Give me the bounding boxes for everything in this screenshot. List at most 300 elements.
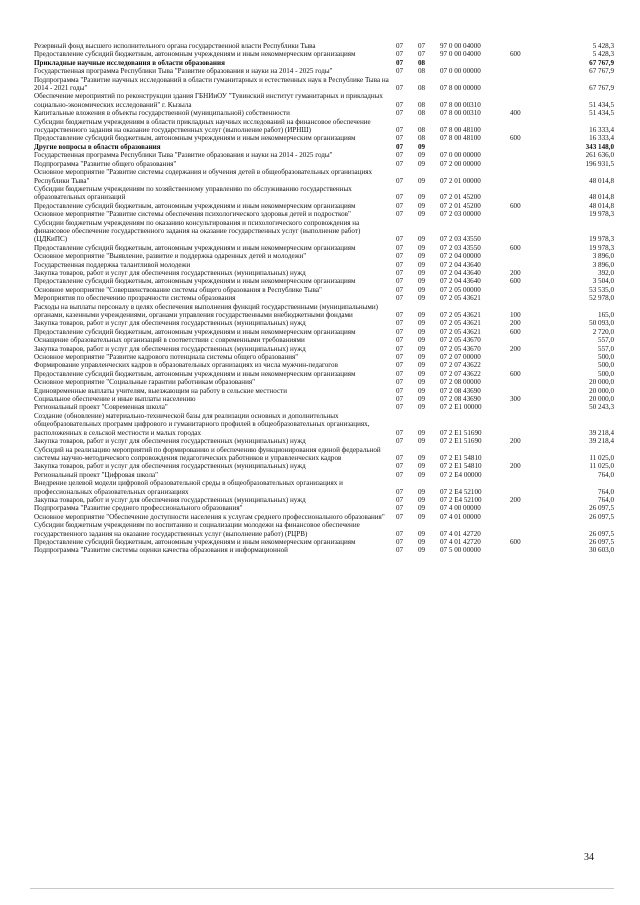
target-article-cell: 07 2 03 43550 — [440, 235, 481, 244]
row-name-cell: Закупка товаров, работ и услуг для обеспечения государственных (муниципальных) нужд — [34, 462, 306, 471]
section-code-cell: 07 — [396, 495, 404, 504]
target-article-cell: 07 2 03 43550 — [440, 243, 481, 252]
target-article-cell: 07 2 01 45200 — [440, 201, 481, 210]
row-name-cell: Капитальные вложения в объекты государственной (муниципальной) собственности — [34, 109, 290, 118]
table-row — [34, 521, 614, 538]
table-row — [34, 412, 614, 437]
row-name-cell: Мероприятия по обеспечению прозрачности системы образования — [34, 294, 236, 303]
table-row — [34, 462, 614, 470]
amount-cell: 11 025,0 — [589, 453, 614, 462]
expense-type-cell: 600 — [510, 201, 521, 210]
expense-type-cell — [510, 513, 544, 521]
expense-type-cell — [510, 151, 544, 159]
section-code-cell: 07 — [396, 311, 404, 319]
table-row — [34, 328, 614, 336]
table-row — [34, 319, 614, 327]
subsection-code-cell: 09 — [418, 378, 426, 387]
section-code-cell: 07 — [396, 403, 404, 412]
target-article-cell: 07 0 00 00000 — [440, 67, 481, 76]
subsection-code-cell: 08 — [418, 67, 426, 76]
target-article-cell: 07 2 04 43640 — [440, 268, 481, 277]
section-code-cell: 07 — [396, 126, 404, 135]
table-row — [34, 504, 614, 512]
expense-type-cell — [510, 67, 544, 75]
section-code-cell: 07 — [396, 193, 404, 202]
section-code-cell: 07 — [396, 353, 404, 362]
section-code-cell: 07 — [396, 453, 404, 462]
row-name-cell: Субсидии бюджетным учреждениям по воспитанию и социализации молодежи на финансовое обеспечение государственного задания на оказание государственных услуг (выполнение работ) (РЦРВ) — [34, 521, 360, 538]
expense-type-cell — [510, 252, 544, 260]
section-code-cell: 07 — [396, 336, 404, 345]
amount-cell: 764,0 — [598, 495, 614, 504]
subsection-code-cell: 09 — [418, 159, 426, 168]
amount-cell: 50 243,3 — [589, 403, 614, 412]
row-name-cell: Подпрограмма "Развитие среднего профессионального образования" — [34, 504, 243, 513]
target-article-cell: 07 2 E1 54810 — [440, 453, 482, 462]
amount-cell: 67 767,9 — [589, 58, 614, 67]
target-article-cell: 07 2 05 43621 — [440, 327, 481, 336]
amount-cell: 51 434,5 — [589, 109, 614, 118]
target-article-cell: 07 2 08 00000 — [440, 378, 481, 387]
section-code-cell: 07 — [396, 294, 404, 303]
amount-cell: 26 097,5 — [589, 512, 614, 521]
amount-cell: 67 767,9 — [589, 67, 614, 76]
table-row — [34, 479, 614, 496]
amount-cell: 52 978,0 — [589, 294, 614, 303]
target-article-cell: 07 4 01 42720 — [440, 529, 481, 538]
subsection-code-cell: 09 — [418, 336, 426, 345]
target-article-cell: 07 8 00 00310 — [440, 109, 481, 118]
expense-type-cell — [510, 92, 544, 109]
budget-table — [34, 42, 614, 555]
row-name-cell: Основное мероприятие "Социальные гарантии работникам образования" — [34, 378, 256, 387]
amount-cell: 261 636,0 — [585, 151, 614, 160]
table-row — [34, 277, 614, 285]
table-row — [34, 446, 614, 463]
subsection-code-cell: 09 — [418, 210, 426, 219]
subsection-code-cell: 09 — [418, 344, 426, 353]
subsection-code-cell: 07 — [418, 50, 426, 59]
table-row — [34, 471, 614, 479]
table-row — [34, 370, 614, 378]
amount-cell: 3 896,0 — [592, 260, 614, 269]
target-article-cell: 97 0 00 04000 — [440, 50, 481, 59]
table-row — [34, 42, 614, 50]
subsection-code-cell: 09 — [418, 201, 426, 210]
amount-cell: 500,0 — [598, 353, 614, 362]
expense-type-cell: 600 — [510, 277, 521, 286]
expense-type-cell — [510, 219, 544, 244]
section-code-cell: 07 — [396, 369, 404, 378]
row-name-cell: Подпрограмма "Развитие общего образования" — [34, 159, 177, 168]
row-name-cell: Основное мероприятие "Обеспечение доступности населения к услугам среднего профессионального образования" — [34, 512, 385, 521]
expense-type-cell — [510, 378, 544, 386]
amount-cell: 557,0 — [598, 336, 614, 345]
row-name-cell: Предоставление субсидий бюджетным, автономным учреждениям и иным некоммерческим организациям — [34, 134, 356, 143]
target-article-cell: 07 2 01 45200 — [440, 193, 481, 202]
target-article-cell: 07 8 00 00000 — [440, 84, 481, 93]
table-row — [34, 118, 614, 135]
row-name-cell: Закупка товаров, работ и услуг для обеспечения государственных (муниципальных) нужд — [34, 437, 306, 446]
section-code-cell: 07 — [396, 134, 404, 143]
expense-type-cell: 400 — [510, 109, 521, 118]
target-article-cell: 07 5 00 00000 — [440, 546, 481, 555]
target-article-cell: 07 4 01 42720 — [440, 537, 481, 546]
table-row — [34, 160, 614, 168]
amount-cell: 5 428,3 — [592, 42, 614, 50]
target-article-cell: 07 2 07 43622 — [440, 361, 481, 370]
section-code-cell: 07 — [396, 546, 404, 555]
subsection-code-cell: 09 — [418, 537, 426, 546]
expense-type-cell — [510, 286, 544, 294]
row-name-cell: Субсидии бюджетным учреждениям по оказанию консультирования и психологического сопровождения на финансовое обеспечение государственного задания на оказание государственных услуг (выполнение работ) (ЦДКиПС) — [34, 218, 361, 244]
subsection-code-cell: 09 — [418, 252, 426, 261]
expense-type-cell: 600 — [510, 369, 521, 378]
table-row — [34, 134, 614, 142]
section-code-cell: 07 — [396, 327, 404, 336]
row-name-cell: Основное мероприятие "Развитие системы содержания и обучения детей в общеобразовательных организациях Республики Тыва" — [34, 168, 373, 185]
table-row — [34, 303, 614, 320]
expense-type-cell — [510, 446, 544, 463]
subsection-code-cell: 09 — [418, 462, 426, 471]
target-article-cell: 07 2 04 43640 — [440, 277, 481, 286]
subsection-code-cell: 09 — [418, 395, 426, 404]
amount-cell: 67 767,9 — [589, 84, 614, 93]
subsection-code-cell: 09 — [418, 353, 426, 362]
table-row — [34, 50, 614, 58]
section-code-cell: 07 — [396, 437, 404, 446]
subsection-code-cell: 09 — [418, 260, 426, 269]
amount-cell: 48 014,8 — [589, 201, 614, 210]
expense-type-cell — [510, 42, 544, 50]
section-code-cell: 07 — [396, 361, 404, 370]
target-article-cell: 07 2 04 43640 — [440, 260, 481, 269]
amount-cell: 26 097,5 — [589, 504, 614, 513]
section-code-cell: 07 — [396, 42, 404, 50]
row-name-cell: Субсидии бюджетным учреждениям в области прикладных научных исследований на финансовое обеспечение государственного задания на оказание государственных услуг (выполнение работ) (ИРНШ) — [34, 117, 371, 135]
row-name-cell: Другие вопросы в области образования — [34, 142, 161, 151]
section-code-cell: 07 — [396, 277, 404, 286]
expense-type-cell: 600 — [510, 327, 521, 336]
row-name-cell: Предоставление субсидий бюджетным, автономным учреждениям и иным некоммерческим организациям — [34, 369, 356, 378]
subsection-code-cell: 09 — [418, 386, 426, 395]
table-row — [34, 513, 614, 521]
target-article-cell: 07 2 E1 00000 — [440, 403, 482, 412]
amount-cell: 48 014,8 — [589, 193, 614, 202]
expense-type-cell: 200 — [510, 344, 521, 353]
subsection-code-cell: 09 — [418, 311, 426, 319]
expense-type-cell — [510, 76, 544, 93]
amount-cell: 50 093,0 — [589, 319, 614, 328]
subsection-code-cell: 08 — [418, 100, 426, 109]
subsection-code-cell: 09 — [418, 512, 426, 521]
amount-cell: 20 000,0 — [589, 395, 614, 404]
subsection-code-cell: 09 — [418, 277, 426, 286]
target-article-cell: 07 8 00 00310 — [440, 100, 481, 109]
expense-type-cell: 200 — [510, 437, 521, 446]
row-name-cell: Закупка товаров, работ и услуг для обеспечения государственных (муниципальных) нужд — [34, 344, 306, 353]
table-row — [34, 538, 614, 546]
subsection-code-cell: 09 — [418, 403, 426, 412]
amount-cell: 51 434,5 — [589, 100, 614, 109]
expense-type-cell — [510, 168, 544, 185]
subsection-code-cell: 09 — [418, 487, 426, 496]
expense-type-cell — [510, 353, 544, 361]
table-row — [34, 286, 614, 294]
section-code-cell: 07 — [396, 67, 404, 76]
table-row — [34, 294, 614, 302]
section-code-cell: 07 — [396, 109, 404, 118]
row-name-cell: Государственная программа Республики Тыва "Развитие образования и науки на 2014 - 2025 годы" — [34, 67, 333, 76]
section-code-cell: 07 — [396, 243, 404, 252]
row-name-cell: Расходы на выплаты персоналу в целях обеспечения выполнения функций государственными (муниципальными) органами, казенными учреждениями, органами управления государственными внебюджетными фондами — [34, 302, 379, 319]
row-name-cell: Предоставление субсидий бюджетным, автономным учреждениям и иным некоммерческим организациям — [34, 537, 356, 546]
expense-type-cell — [510, 412, 544, 437]
subsection-code-cell: 09 — [418, 151, 426, 160]
section-code-cell: 07 — [396, 84, 404, 93]
section-code-cell: 07 — [396, 159, 404, 168]
subsection-code-cell: 08 — [418, 126, 426, 135]
target-article-cell: 07 8 00 48100 — [440, 126, 481, 135]
table-row — [34, 202, 614, 210]
amount-cell: 30 603,0 — [589, 546, 614, 555]
row-name-cell: Единовременные выплаты учителям, выезжающим на работу в сельские местности — [34, 386, 288, 395]
expense-type-cell — [510, 479, 544, 496]
amount-cell: 20 000,0 — [589, 378, 614, 387]
amount-cell: 500,0 — [598, 361, 614, 370]
amount-cell: 343 148,0 — [585, 142, 614, 151]
amount-cell: 20 000,0 — [589, 386, 614, 395]
amount-cell: 2 720,0 — [592, 327, 614, 336]
target-article-cell — [440, 59, 510, 67]
expense-type-cell — [510, 143, 544, 151]
budget-table-page — [34, 42, 614, 555]
row-name-cell: Резервный фонд высшего исполнительного органа государственной власти Республики Тыва — [34, 42, 316, 50]
table-row — [34, 244, 614, 252]
amount-cell: 48 014,8 — [589, 176, 614, 185]
target-article-cell: 07 4 01 00000 — [440, 512, 481, 521]
page-bottom-divider — [30, 888, 614, 889]
amount-cell: 53 535,0 — [589, 285, 614, 294]
amount-cell: 26 097,5 — [589, 529, 614, 538]
row-name-cell: Основное мероприятие "Развитие кадрового потенциала системы общего образования" — [34, 353, 299, 362]
amount-cell: 3 896,0 — [592, 252, 614, 261]
expense-type-cell — [510, 294, 544, 302]
table-row — [34, 151, 614, 159]
target-article-cell — [440, 143, 510, 151]
expense-type-cell — [510, 59, 544, 67]
table-row — [34, 185, 614, 202]
expense-type-cell: 600 — [510, 50, 521, 59]
subsection-code-cell: 08 — [418, 84, 426, 93]
target-article-cell: 07 2 05 43621 — [440, 319, 481, 328]
subsection-code-cell: 09 — [418, 142, 426, 151]
target-article-cell: 07 2 08 43690 — [440, 395, 481, 404]
expense-type-cell: 100 — [510, 311, 521, 319]
section-code-cell: 07 — [396, 235, 404, 244]
subsection-code-cell: 09 — [418, 428, 426, 437]
subsection-code-cell: 09 — [418, 369, 426, 378]
table-row — [34, 546, 614, 554]
row-name-cell: Субсидии бюджетным учреждениям по хозяйственному управлению по обслуживанию государственных образовательных организаций — [34, 184, 352, 202]
row-name-cell: Предоставление субсидий бюджетным, автономным учреждениям и иным некоммерческим организациям — [34, 327, 356, 336]
section-code-cell: 07 — [396, 395, 404, 404]
row-name-cell: Государственная программа Республики Тыва "Развитие образования и науки на 2014 - 2025 годы" — [34, 151, 333, 160]
subsection-code-cell: 09 — [418, 327, 426, 336]
section-code-cell: 07 — [396, 142, 404, 151]
target-article-cell: 07 2 E1 51690 — [440, 437, 482, 446]
target-article-cell: 07 2 05 00000 — [440, 285, 481, 294]
expense-type-cell: 300 — [510, 395, 521, 404]
amount-cell: 5 428,3 — [592, 50, 614, 59]
budget-table-body — [34, 42, 614, 555]
row-name-cell: Основное мероприятие "Выявление, развитие и поддержка одаренных детей и молодежи" — [34, 252, 307, 261]
target-article-cell: 07 2 01 00000 — [440, 176, 481, 185]
row-name-cell: Создание (обновление) материально-технической базы для реализации основных и дополнительных общеобразовательных программ цифрового и гуманитарного профилей в общеобразовательных организациях, расположенных в сельской местности и малых городах — [34, 411, 370, 437]
target-article-cell: 07 2 E4 52100 — [440, 495, 482, 504]
section-code-cell: 07 — [396, 100, 404, 109]
expense-type-cell — [510, 471, 544, 479]
subsection-code-cell: 09 — [418, 495, 426, 504]
section-code-cell: 07 — [396, 386, 404, 395]
subsection-code-cell: 09 — [418, 529, 426, 538]
target-article-cell: 07 2 08 43690 — [440, 386, 481, 395]
table-row — [34, 353, 614, 361]
table-row — [34, 210, 614, 218]
target-article-cell: 07 2 07 43622 — [440, 369, 481, 378]
row-name-cell: Закупка товаров, работ и услуг для обеспечения государственных (муниципальных) нужд — [34, 319, 306, 328]
table-row — [34, 336, 614, 344]
amount-cell: 3 504,0 — [592, 277, 614, 286]
section-code-cell: 07 — [396, 504, 404, 513]
amount-cell: 16 333,4 — [589, 126, 614, 135]
expense-type-cell — [510, 185, 544, 202]
subsection-code-cell: 09 — [418, 319, 426, 328]
section-code-cell: 07 — [396, 537, 404, 546]
table-row — [34, 92, 614, 109]
row-name-cell: Предоставление субсидий бюджетным, автономным учреждениям и иным некоммерческим организациям — [34, 50, 356, 59]
table-row — [34, 109, 614, 117]
row-name-cell: Основное мероприятие "Совершенствование системы общего образования в Республике Тыва" — [34, 285, 322, 294]
subsection-code-cell: 09 — [418, 193, 426, 202]
subsection-code-cell: 07 — [418, 42, 426, 50]
section-code-cell: 07 — [396, 487, 404, 496]
row-name-cell: Основное мероприятие "Развитие системы обеспечения психологического здоровья детей и подростков" — [34, 210, 351, 219]
section-code-cell: 07 — [396, 285, 404, 294]
table-row — [34, 252, 614, 260]
row-name-cell: Подпрограмма "Развитие системы оценки качества образования и информационной — [34, 546, 288, 555]
target-article-cell: 07 2 05 43670 — [440, 336, 481, 345]
table-row — [34, 59, 614, 67]
table-row — [34, 219, 614, 244]
subsection-code-cell: 09 — [418, 176, 426, 185]
amount-cell: 500,0 — [598, 369, 614, 378]
row-name-cell: Предоставление субсидий бюджетным, автономным учреждениям и иным некоммерческим организациям — [34, 243, 356, 252]
target-article-cell: 07 2 05 43670 — [440, 344, 481, 353]
row-name-cell: Субсидий на реализацию мероприятий по формированию и обеспечению функционирования единой федеральной системы научно-методического сопровождения педагогических работников и управленческих кадров — [34, 445, 381, 462]
section-code-cell: 07 — [396, 470, 404, 479]
expense-type-cell: 600 — [510, 537, 521, 546]
target-article-cell: 07 0 00 00000 — [440, 151, 481, 160]
row-name-cell: Региональный проект "Современная школа" — [34, 403, 168, 412]
section-code-cell: 07 — [396, 344, 404, 353]
expense-type-cell — [510, 403, 544, 411]
table-row — [34, 67, 614, 75]
subsection-code-cell: 09 — [418, 294, 426, 303]
expense-type-cell: 600 — [510, 243, 521, 252]
table-row — [34, 437, 614, 445]
row-name-cell: Внедрение целевой модели цифровой образовательной среды в общеобразовательных организациях и профессиональных образовательных организациях — [34, 479, 343, 496]
target-article-cell: 07 2 07 00000 — [440, 353, 481, 362]
table-row — [34, 261, 614, 269]
expense-type-cell: 200 — [510, 462, 521, 471]
amount-cell: 16 333,4 — [589, 134, 614, 143]
section-code-cell: 07 — [396, 210, 404, 219]
row-name-cell: Оснащение образовательных организаций в соответствии с современными требованиями — [34, 336, 305, 345]
row-name-cell: Закупка товаров, работ и услуг для обеспечения государственных (муниципальных) нужд — [34, 495, 306, 504]
amount-cell: 39 218,4 — [589, 437, 614, 446]
section-code-cell: 07 — [396, 268, 404, 277]
section-code-cell: 07 — [396, 512, 404, 521]
section-code-cell: 07 — [396, 201, 404, 210]
section-code-cell: 07 — [396, 260, 404, 269]
expense-type-cell — [510, 160, 544, 168]
subsection-code-cell: 09 — [418, 470, 426, 479]
target-article-cell: 07 2 E4 00000 — [440, 470, 482, 479]
amount-cell: 392,0 — [598, 268, 614, 277]
expense-type-cell — [510, 504, 544, 512]
expense-type-cell — [510, 261, 544, 269]
table-row — [34, 395, 614, 403]
row-name-cell: Прикладные научные исследования в области образования — [34, 58, 225, 67]
target-article-cell: 07 2 03 00000 — [440, 210, 481, 219]
expense-type-cell: 600 — [510, 134, 521, 143]
target-article-cell: 07 2 05 43621 — [440, 311, 481, 319]
section-code-cell: 07 — [396, 378, 404, 387]
section-code-cell: 07 — [396, 529, 404, 538]
subsection-code-cell: 09 — [418, 285, 426, 294]
amount-cell: 19 978,3 — [589, 235, 614, 244]
subsection-code-cell: 09 — [418, 361, 426, 370]
expense-type-cell — [510, 336, 544, 344]
table-row — [34, 143, 614, 151]
row-name-cell: Государственная поддержка талантливой молодежи — [34, 260, 191, 269]
row-name-cell: Подпрограмма "Развитие научных исследований в области гуманитарных и естественных наук в Республике Тыва на 2014 - 2021 годы" — [34, 75, 389, 93]
subsection-code-cell: 09 — [418, 453, 426, 462]
target-article-cell: 07 8 00 48100 — [440, 134, 481, 143]
amount-cell: 764,0 — [598, 470, 614, 479]
expense-type-cell: 200 — [510, 495, 521, 504]
section-code-cell: 07 — [396, 252, 404, 261]
table-row — [34, 387, 614, 395]
table-row — [34, 496, 614, 504]
amount-cell: 19 978,3 — [589, 210, 614, 219]
target-article-cell: 07 2 05 43621 — [440, 294, 481, 303]
table-row — [34, 378, 614, 386]
table-row — [34, 403, 614, 411]
table-row — [34, 361, 614, 369]
subsection-code-cell: 08 — [418, 58, 426, 67]
row-name-cell: Закупка товаров, работ и услуг для обеспечения государственных (муниципальных) нужд — [34, 268, 306, 277]
subsection-code-cell: 09 — [418, 504, 426, 513]
table-row — [34, 168, 614, 185]
target-article-cell: 07 4 00 00000 — [440, 504, 481, 513]
subsection-code-cell: 08 — [418, 134, 426, 143]
target-article-cell: 07 2 E4 52100 — [440, 487, 482, 496]
row-name-cell: Региональный проект "Цифровая школа" — [34, 470, 159, 479]
amount-cell: 19 978,3 — [589, 243, 614, 252]
target-article-cell: 07 2 00 00000 — [440, 159, 481, 168]
